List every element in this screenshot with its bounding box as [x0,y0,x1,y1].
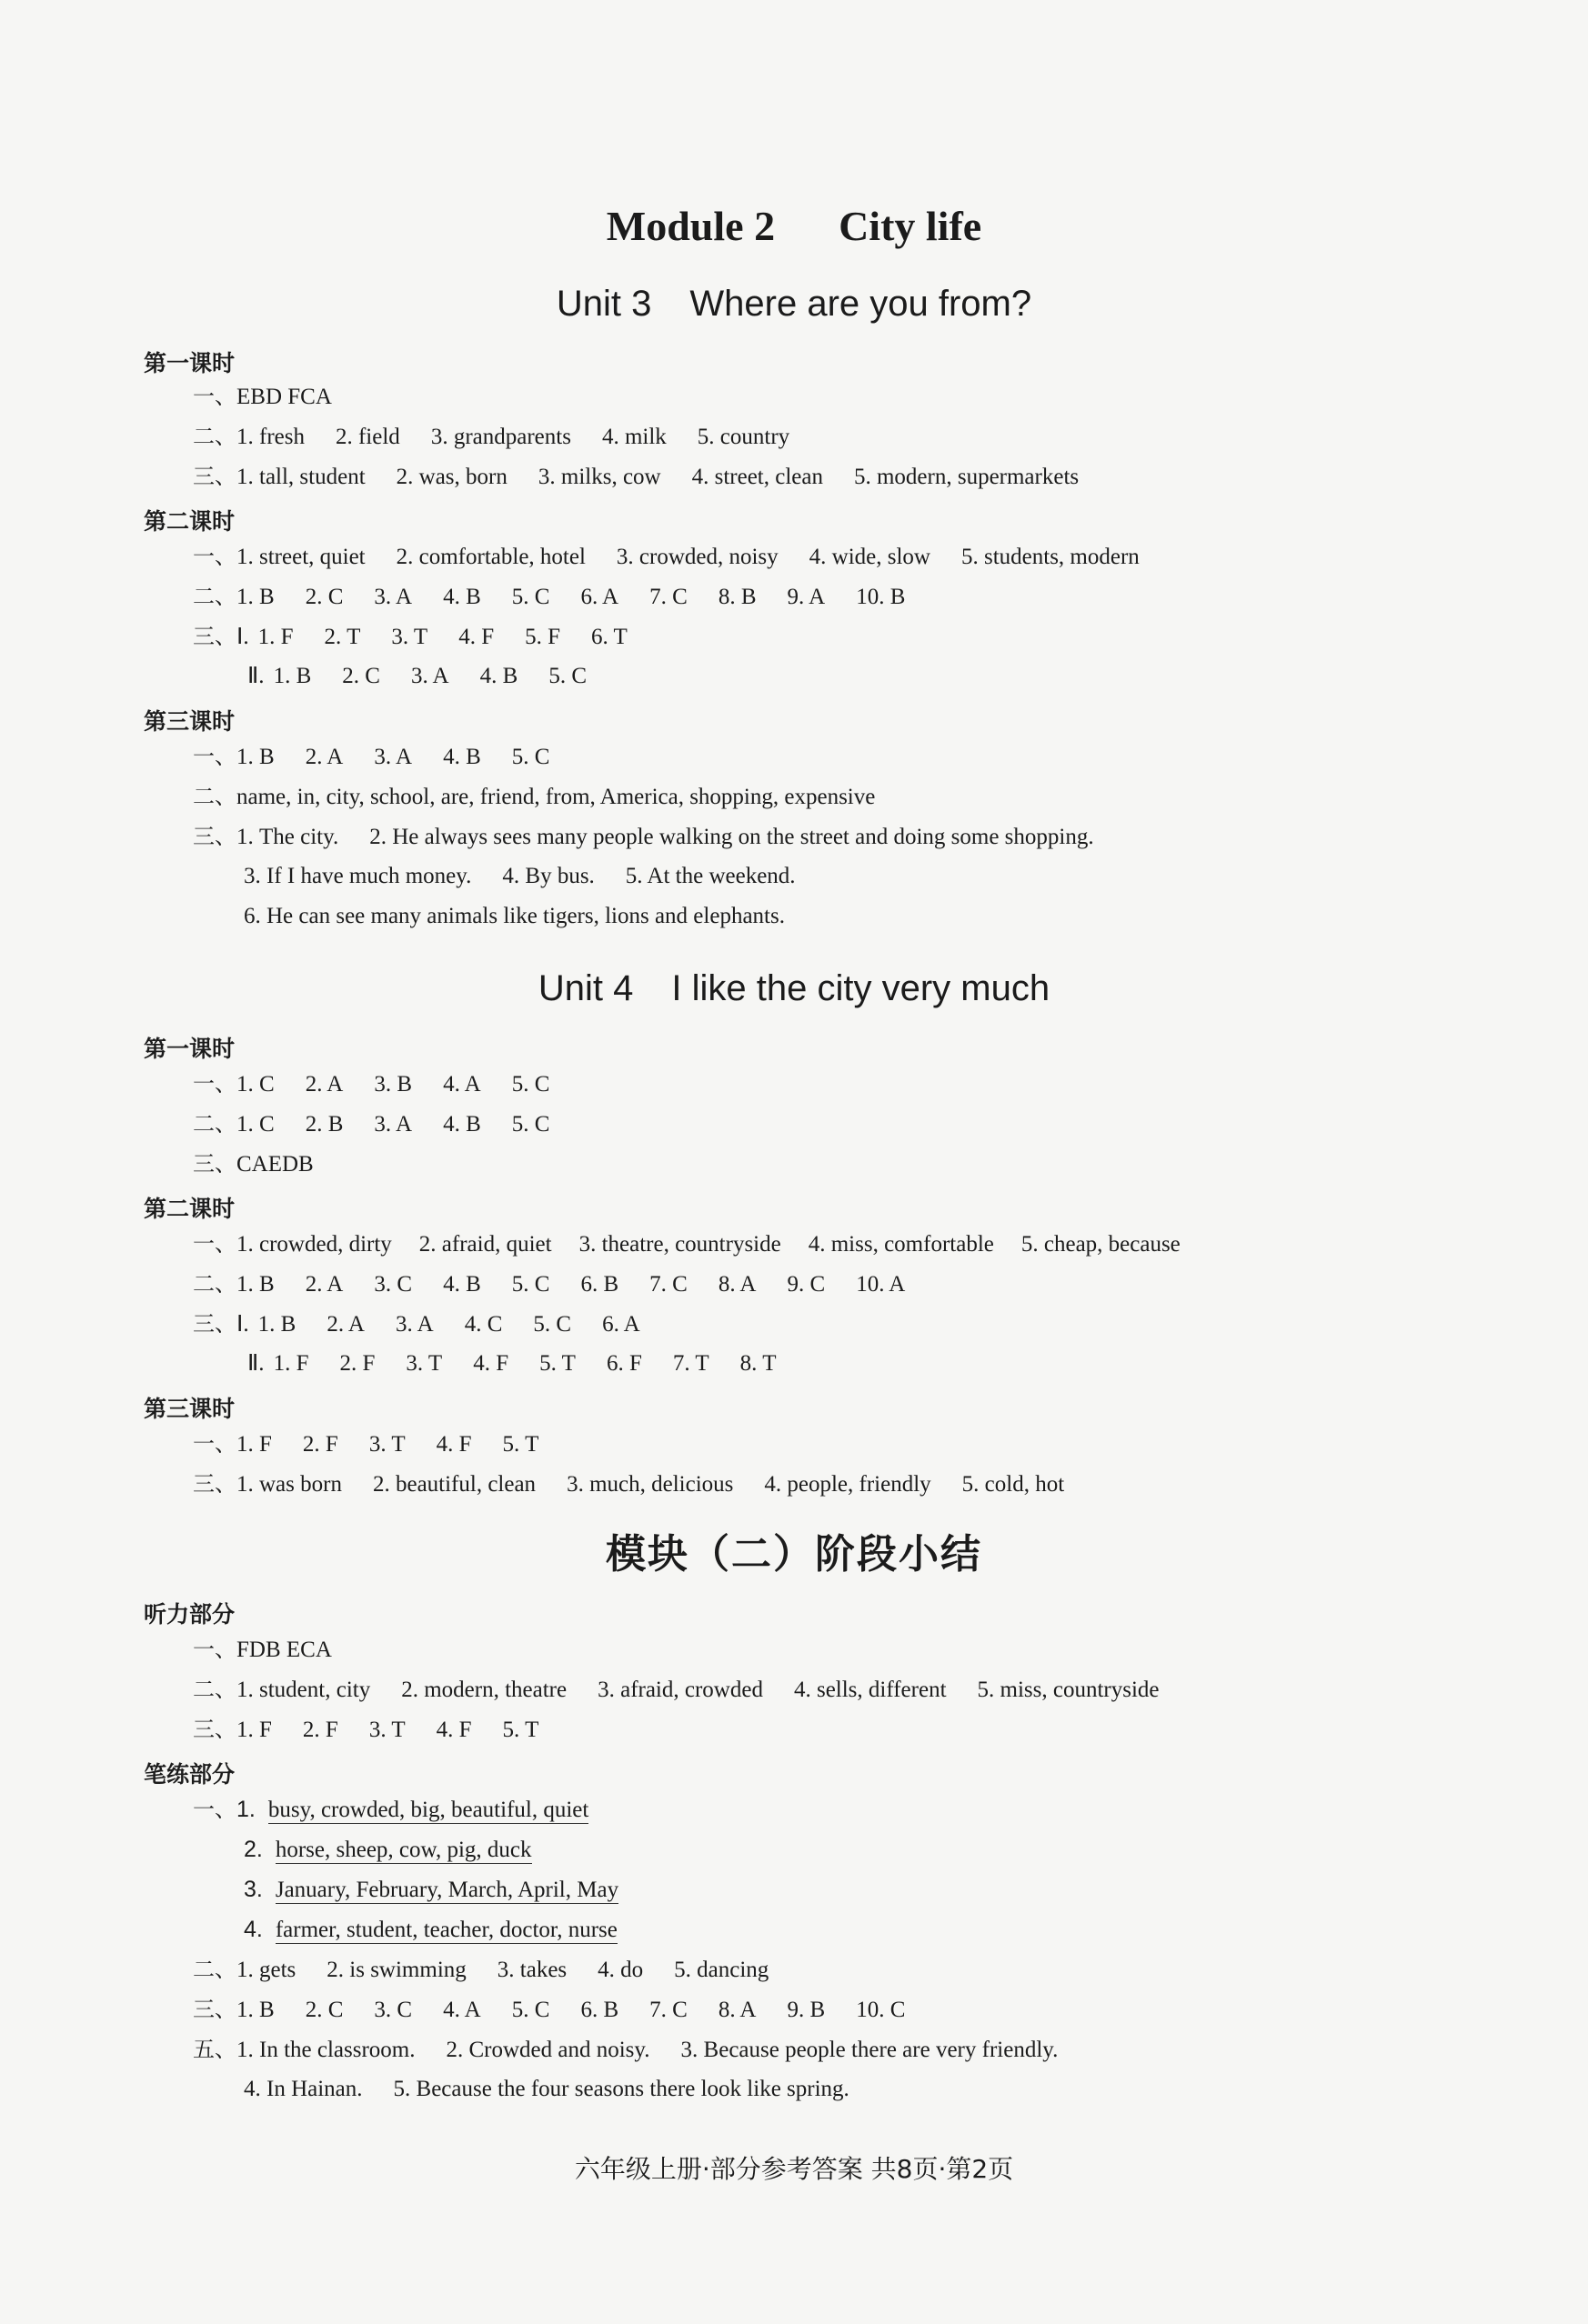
row-label: 一、 [193,744,236,769]
u4-l2-row4 [247,1349,808,1378]
sub-label: Ⅱ. [247,1351,265,1376]
module-number: Module 2 [606,203,776,249]
answer-item: 6. A [580,585,619,609]
answer-item: 4. By bus. [502,864,595,888]
answer-list [236,1998,936,2022]
answer-list [236,1678,1191,1702]
u3-lesson3-title: 第三课时 [144,708,236,735]
listening-row1 [193,1635,332,1665]
answer-item: 5. cheap, because [1020,1232,1181,1257]
u3-l3-row3 [193,822,1125,852]
underlined-answer: horse, sheep, cow, pig, duck [275,1838,532,1862]
answer-item: 1. F [273,1351,309,1376]
answer-item: 3. takes [497,1958,568,1982]
answer-item: 1. B [236,585,275,609]
u4-l1-row1 [193,1069,580,1099]
listening-row3 [193,1715,569,1745]
answer-item: 2. T [324,625,361,649]
answer-item: 5. country [697,425,790,449]
u3-l3-row2 [193,782,875,812]
unit3-name: Where are you from? [689,284,1032,324]
row-label: 三、 [193,824,236,849]
listening-row2 [193,1675,1191,1705]
summary-title: 模块（二）阶段小结 [606,1531,982,1578]
answer-item: 5. C [511,745,550,769]
answer-item: 3. T [406,1351,443,1376]
underlined-answer: farmer, student, teacher, doctor, nurse [275,1918,618,1942]
answer-item: 1. B [257,1312,296,1337]
row-label: 三、 [193,1997,236,2022]
answer-item: 10. C [856,1998,906,2022]
u3-l3-row1 [193,742,580,772]
answer-item: 1. C [236,1112,275,1137]
answer-item: 7. C [649,585,688,609]
u3-l3-row4 [244,862,827,891]
u4-l2-row2 [193,1269,936,1299]
underlined-answer: January, February, March, April, May [275,1878,619,1902]
answer-list [236,1718,569,1742]
answer-item: 9. C [787,1272,826,1297]
answer-item: 1. B [273,664,312,688]
writing-row1 [193,1795,588,1825]
answer-item: 2. comfortable, hotel [396,545,586,569]
answer-item: 3. afraid, crowded [598,1678,763,1702]
answer-item: 4. street, clean [691,465,823,489]
item-number: 1. [236,1797,256,1822]
listening-title: 听力部分 [144,1601,236,1628]
answer-item: 4. F [436,1718,472,1742]
answer-item: 6. B [580,1998,619,2022]
answer-item: 3. crowded, noisy [616,545,779,569]
answer-text: FDB ECA [236,1638,332,1662]
answer-item: 1. The city. [236,825,339,849]
row-label: 二、 [193,1677,236,1702]
u4-l1-row2 [193,1109,580,1139]
answer-item: 5. C [548,664,587,688]
answer-item: 1. street, quiet [236,545,366,569]
answer-list [236,1072,580,1097]
row-label: 二、 [193,424,236,449]
unit4-heading [0,968,1588,1009]
answer-item: 4. B [443,745,481,769]
answer-item: 5. T [502,1432,539,1457]
u3-lesson1-title: 第一课时 [144,350,236,376]
answer-item: 3. T [368,1432,406,1457]
answer-item: 1. B [236,1998,275,2022]
answer-item: 3. milks, cow [538,465,661,489]
answer-list [258,1312,671,1337]
answer-item: 9. B [787,1998,826,2022]
u4-l3-row1 [193,1429,569,1459]
answer-item: 10. B [856,585,906,609]
answer-item: 10. A [856,1272,906,1297]
answer-list [244,904,816,928]
u4-l2-row3 [193,1309,671,1339]
answer-list [236,1472,1095,1497]
answer-item: 6. T [591,625,628,649]
answer-item: 5. T [539,1351,576,1376]
row-label: 二、 [193,784,236,809]
row-label: 三、 [193,464,236,489]
row-label: 三、 [193,624,236,649]
u4-l1-row3 [193,1149,314,1179]
answer-item: 5. C [533,1312,572,1337]
answer-item: 7. C [649,1998,688,2022]
answer-list [244,864,827,888]
answer-list [236,465,1110,489]
u4-l3-row2 [193,1469,1095,1499]
writing-title: 笔练部分 [144,1761,236,1788]
answer-list [258,625,658,649]
answer-item: 1. F [257,625,294,649]
answer-item: 5. C [511,1072,550,1097]
answer-item: 2. field [335,425,400,449]
answer-item: 3. Because people there are very friendly. [680,2038,1059,2062]
u3-l2-row3 [193,622,658,652]
answer-list [236,1958,799,1982]
answer-list [274,1351,808,1376]
answer-item: 5. F [525,625,560,649]
answer-list [236,545,1171,569]
row-label: 二、 [193,1111,236,1137]
answer-item: 3. A [374,1112,413,1137]
unit4-name: I like the city very much [671,968,1050,1008]
answer-item: 2. F [339,1351,376,1376]
answer-item: 6. F [606,1351,642,1376]
row-label: 二、 [193,1271,236,1297]
answer-text: CAEDB [236,1152,314,1177]
answer-item: 9. A [787,585,826,609]
writing-row3 [244,1875,618,1905]
answer-item: 4. F [458,625,495,649]
answer-item: 5. C [511,1272,550,1297]
answer-list [236,1432,569,1457]
answer-item: 8. T [739,1351,777,1376]
row-label: 一、 [193,1071,236,1097]
answer-item: 4. In Hainan. [244,2077,363,2101]
module-title [0,202,1588,250]
row-label: 三、 [193,1151,236,1177]
answer-item: 3. C [374,1998,413,2022]
answer-item: 2. was, born [396,465,508,489]
sub-label: Ⅰ. [236,1312,249,1337]
unit3-number: Unit 3 [556,284,652,324]
answer-item: 3. much, delicious [567,1472,734,1497]
row-label: 二、 [193,1957,236,1982]
answer-item: 1. C [236,1072,275,1097]
answer-item: 6. He can see many animals like tigers, lions and elephants. [244,904,785,928]
u3-l1-row2 [193,422,820,452]
answer-item: 2. modern, theatre [401,1678,568,1702]
answer-item: 5. students, modern [960,545,1140,569]
answer-list [236,425,820,449]
answer-list [236,745,580,769]
answer-item: 3. theatre, countryside [578,1232,781,1257]
answer-item: 3. A [410,664,449,688]
answer-item: 2. C [305,585,344,609]
answer-list [236,1112,580,1137]
u4-l2-row1 [193,1229,1208,1259]
answer-item: 4. C [464,1312,503,1337]
page-footer: 六年级上册·部分参考答案 共8页·第2页 [574,2154,1014,2184]
row-label: 一、 [193,1431,236,1457]
u3-lesson2-title: 第二课时 [144,508,236,535]
answer-item: 5. miss, countryside [977,1678,1160,1702]
answer-item: 4. people, friendly [764,1472,931,1497]
answer-item: 3. A [374,585,413,609]
writing-row8 [244,2075,880,2104]
answer-item: 5. At the weekend. [625,864,796,888]
row-label: 三、 [193,1311,236,1337]
underlined-answer: busy, crowded, big, beautiful, quiet [267,1798,589,1822]
u3-l2-row4 [247,662,618,691]
answer-item: 2. He always sees many people walking on the street and doing some shopping. [369,825,1094,849]
u4-lesson1-title: 第一课时 [144,1036,236,1062]
answer-item: 2. A [305,745,344,769]
answer-item: 2. beautiful, clean [372,1472,537,1497]
answer-item: 5. C [511,1998,550,2022]
writing-row7 [193,2035,1089,2065]
answer-item: 4. B [479,664,518,688]
answer-item: 3. B [374,1072,413,1097]
answer-item: 2. C [342,664,380,688]
row-label: 五、 [193,2037,236,2062]
answer-item: 3. T [368,1718,406,1742]
answer-item: 4. F [436,1432,472,1457]
u3-l2-row2 [193,582,936,612]
answer-item: 1. F [236,1718,272,1742]
answer-item: 3. T [391,625,428,649]
answer-item: 7. T [672,1351,709,1376]
answer-item: 2. F [302,1718,338,1742]
answer-item: 4. sells, different [793,1678,947,1702]
sub-label: Ⅱ. [247,664,265,688]
answer-item: 7. C [649,1272,688,1297]
row-label: 三、 [193,1471,236,1497]
answer-item: 1. fresh [236,425,305,449]
answer-item: 1. student, city [236,1678,371,1702]
answer-item: 4. miss, comfortable [808,1232,994,1257]
item-number: 3. [244,1877,263,1902]
row-label: 三、 [193,1717,236,1742]
answer-text: EBD FCA [236,385,332,409]
answer-item: 8. B [718,585,757,609]
answer-item: 2. A [305,1272,344,1297]
answer-item: 5. C [511,1112,550,1137]
answer-item: 1. B [236,745,275,769]
answer-list [236,825,1125,849]
answer-item: 3. A [396,1312,434,1337]
writing-row5 [193,1955,799,1985]
answer-item: 2. afraid, quiet [418,1232,552,1257]
answer-item: 2. is swimming [327,1958,467,1982]
answer-item: 4. B [443,585,481,609]
answer-item: 3. grandparents [430,425,571,449]
answer-item: 8. A [718,1272,757,1297]
answer-list [236,1232,1208,1257]
row-label: 一、 [193,1797,236,1822]
answer-item: 5. dancing [674,1958,769,1982]
answer-item: 5. cold, hot [961,1472,1065,1497]
answer-item: 1. crowded, dirty [236,1232,392,1257]
row-label: 一、 [193,1231,236,1257]
row-label: 一、 [193,1637,236,1662]
answer-item: 1. was born [236,1472,342,1497]
answer-list [236,585,936,609]
answer-item: 4. B [443,1112,481,1137]
answer-list [236,2038,1089,2062]
answer-item: 5. Because the four seasons there look like spring. [393,2077,849,2101]
unit4-number: Unit 4 [538,968,634,1008]
answer-item: 8. A [718,1998,757,2022]
row-label: 一、 [193,384,236,409]
unit3-heading [0,284,1588,325]
answer-item: 4. wide, slow [809,545,930,569]
sub-label: Ⅰ. [236,625,249,649]
answer-item: 4. A [443,1998,481,2022]
answer-item: 1. In the classroom. [236,2038,416,2062]
answer-item: 4. F [473,1351,509,1376]
u3-l1-row1 [193,382,332,412]
answer-item: 3. If I have much money. [244,864,472,888]
answer-item: 2. A [305,1072,344,1097]
answer-item: 2. F [302,1432,338,1457]
answer-item: 1. gets [236,1958,296,1982]
module-name: City life [839,203,982,249]
answer-item: 4. milk [601,425,667,449]
u3-l2-row1 [193,542,1171,572]
writing-row4 [244,1915,618,1945]
answer-item: 5. C [511,585,550,609]
answer-item: 4. do [598,1958,644,1982]
answer-text: name, in, city, school, are, friend, from, America, shopping, expensive [236,785,876,809]
answer-item: 2. C [305,1998,344,2022]
answer-item: 3. C [374,1272,413,1297]
answer-item: 2. A [327,1312,365,1337]
answer-item: 1. tall, student [236,465,366,489]
answer-item: 6. B [580,1272,619,1297]
row-label: 一、 [193,544,236,569]
answer-list [274,664,618,688]
u4-lesson3-title: 第三课时 [144,1396,236,1422]
item-number: 2. [244,1837,263,1862]
answer-item: 5. modern, supermarkets [853,465,1080,489]
u3-l3-row5 [244,902,816,931]
answer-item: 5. T [502,1718,539,1742]
answer-item: 1. F [236,1432,272,1457]
answer-item: 2. B [305,1112,344,1137]
row-label: 二、 [193,584,236,609]
answer-item: 4. A [443,1072,481,1097]
answer-item: 6. A [602,1312,640,1337]
answer-item: 2. Crowded and noisy. [446,2038,650,2062]
answer-list [244,2077,880,2101]
writing-row2 [244,1835,532,1865]
answer-item: 3. A [374,745,413,769]
answer-list [236,1272,936,1297]
answer-item: 4. B [443,1272,481,1297]
u3-l1-row3 [193,462,1110,492]
writing-row6 [193,1995,936,2025]
u4-lesson2-title: 第二课时 [144,1196,236,1222]
item-number: 4. [244,1917,263,1942]
answer-item: 1. B [236,1272,275,1297]
